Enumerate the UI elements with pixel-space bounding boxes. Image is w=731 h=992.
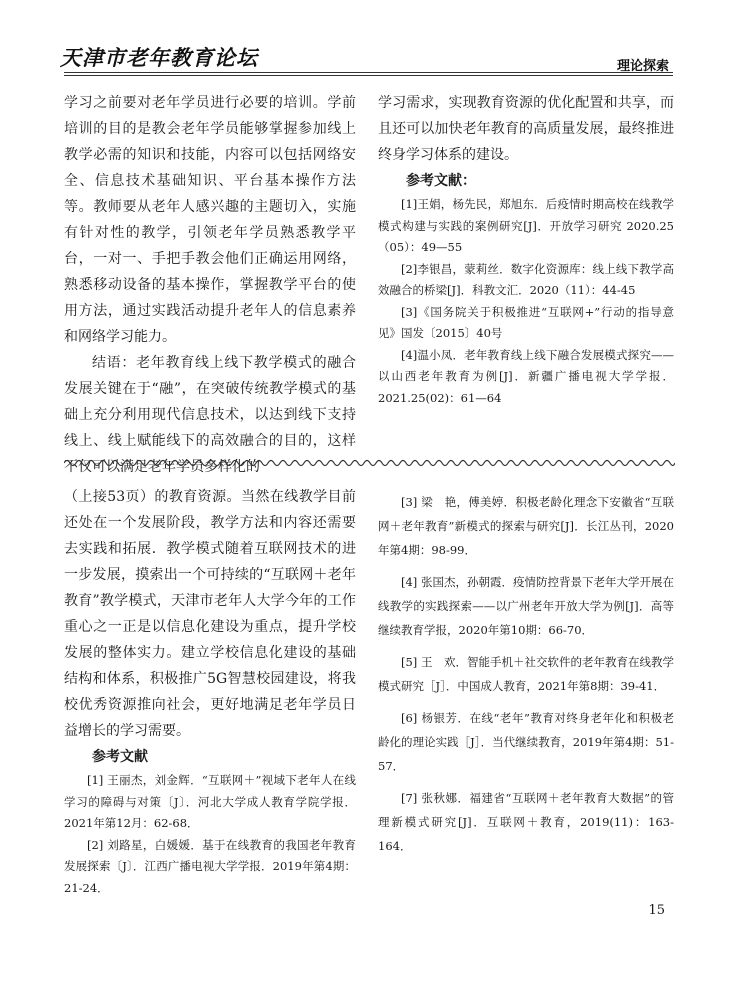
reference-item: [2] 刘路星，白媛媛．基于在线教育的我国老年教育发展探索〔J〕．江西广播电视大学学报．2019年第4期：21-24． [64, 837, 356, 895]
reference-item: [5] 王 欢．智能手机＋社交软件的老年教育在线教学模式研究［J］．中国成人教育，2021年第8期：39-41． [378, 655, 674, 693]
reference-item: [3] 梁 艳，傅美婷．积极老龄化理念下安徽省“互联网＋老年教育”新模式的探索与研究[J]．长江丛刊，2020年第4期：98-99． [378, 495, 674, 557]
bottom-right-column [378, 490, 674, 866]
journal-logo: 天津市老年教育论坛 [60, 45, 258, 70]
reference-item: [7] 张秋娜．福建省“互联网＋老年教育大数据”的管理新模式研究[J]．互联网＋教育，2019(11)：163-164． [378, 791, 674, 853]
section-title: 理论探索 [616, 59, 669, 74]
reference-item: [4]温小凤．老年教育线上线下融合发展模式探究——以山西老年教育为例[J]．新疆广播电视大学学报．2021.25(02)：61—64 [378, 347, 674, 405]
bottom-left-column [64, 484, 356, 899]
conclusion-paragraph: 结语：老年教育线上线下教学模式的融合发展关键在于“融”，在突破传统教学模式的基础上充分利用现代信息技术，以达到线下支持线上、线上赋能线下的高效融合的目的，这样不仅可以满足老年学员多样化的 [64, 355, 356, 475]
top-left-column [64, 90, 356, 480]
paragraph: 学习之前要对老年学员进行必要的培训。学前培训的目的是教会老年学员能够掌握参加线上教学必需的知识和技能，内容可以包括网络安全、信息技术基础知识、平台基本操作方法等。教师要从老年人感兴趣的主题切入，实施有针对性的教学，引领老年学员熟悉教学平台，一对一、手把手教会他们正确运用网络，熟悉移动设备的基本操作，掌握教学平台的使用方法，通过实践活动提升老年人的信息素养和网络学习能力。 [64, 95, 356, 345]
wavy-divider [64, 458, 675, 468]
header-rule [64, 75, 673, 76]
reference-item: [1]王娟，杨先民，郑旭东．后疫情时期高校在线教学模式构建与实践的案例研究[J]．开放学习研究 2020.25（05）：49—55 [378, 197, 674, 254]
reference-item: [3]《国务院关于积极推进“互联网+”行动的指导意见》国发〔2015〕40号 [378, 304, 674, 340]
references-title: 参考文献： [406, 173, 476, 189]
paragraph: 学习需求，实现教育资源的优化配置和共享，而且还可以加快老年教育的高质量发展，最终推进终身学习体系的建设。 [378, 95, 674, 163]
page-number: 15 [648, 903, 665, 918]
header-rule [64, 72, 673, 73]
reference-item: [4] 张国杰，孙朝霞．疫情防控背景下老年大学开展在线教学的实践探索——以广州老年开放大学为例[J]．高等继续教育学报，2020年第10期：66-70． [378, 575, 674, 637]
references-title: 参考文献 [92, 749, 148, 765]
paragraph: （上接53页）的教育资源。当然在线教学目前还处在一个发展阶段，教学方法和内容还需要去实践和拓展．教学模式随着互联网技术的进一步发展，摸索出一个可持续的“互联网＋老年教育”教学模式，天津市老年人大学今年的工作重心之一正是以信息化建设为重点，提升学校发展的整体实力。建立学校信息化建设的基础结构和体系，积极推广5G智慧校园建设，将我校优秀资源推向社会，更好地满足老年学员日益增长的学习需要。 [64, 489, 356, 739]
top-right-column [378, 90, 674, 409]
reference-item: [6] 杨银芳．在线“老年”教育对终身老年化和积极老龄化的理论实践［J］．当代继续教育，2019年第4期：51-57． [378, 711, 674, 773]
reference-item: [1] 王丽杰，刘金辉．“互联网＋”视域下老年人在线学习的障碍与对策〔J〕．河北大学成人教育学院学报．2021年第12月：62-68． [64, 773, 356, 830]
reference-item: [2]李银昌，蒙莉丝．数字化资源库：线上线下教学高效融合的桥梁[J]．科教文汇．2020（11）：44-45 [378, 261, 674, 297]
